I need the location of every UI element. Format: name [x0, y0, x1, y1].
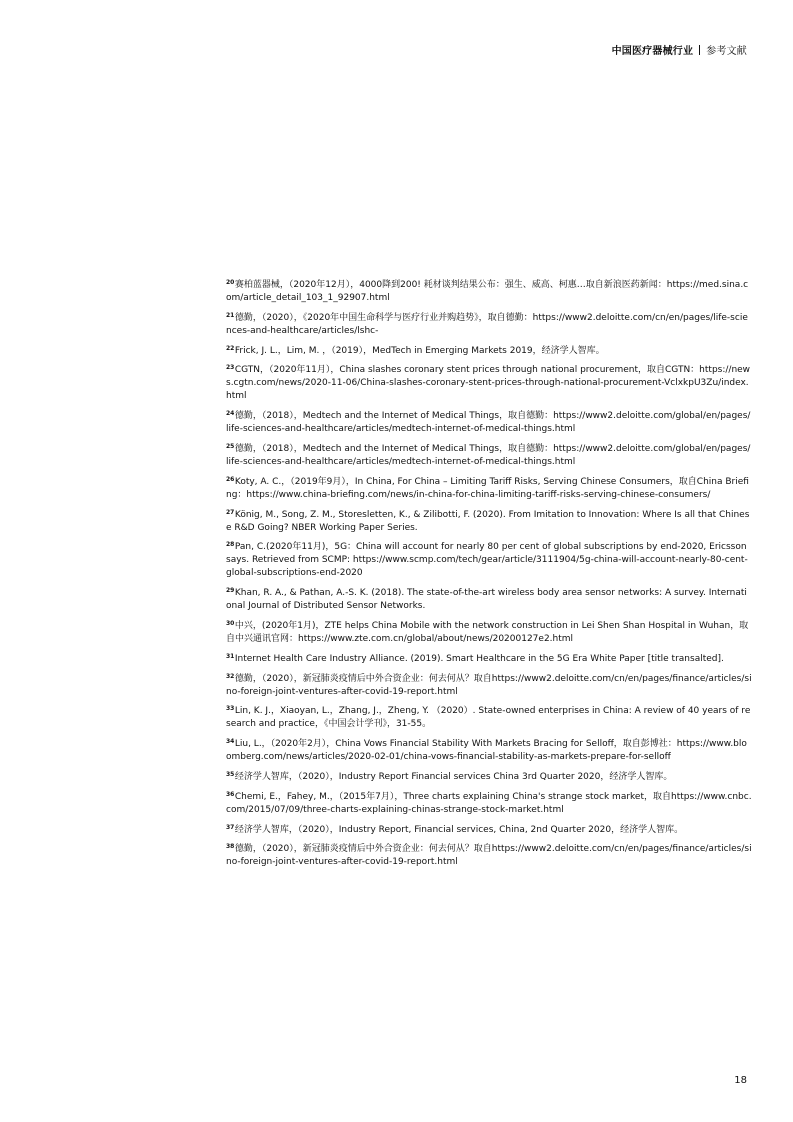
reference-text: 中兴，(2020年1月)，ZTE helps China Mobile with the network construction in Lei Shen Shan Hospital in Wuhan，取自中兴通讯官网：https://www.zte.com.cn/global/about/news/20200127e2.html: [226, 620, 749, 644]
reference-item: [226, 620, 752, 646]
footnote-number: 33: [226, 705, 235, 713]
footnote-number: 35: [226, 770, 235, 778]
footnote-number: 25: [226, 442, 235, 450]
reference-text: Internet Health Care Industry Alliance. (2019). Smart Healthcare in the 5G Era White Paper [title transalted].: [234, 653, 724, 664]
reference-list: [226, 279, 752, 876]
reference-item: [226, 410, 752, 436]
reference-item: [226, 541, 752, 580]
footnote-number: 28: [226, 541, 235, 549]
reference-text: Koty, A. C.，（2019年9月），In China, For China – Limiting Tariff Risks, Serving Chinese Consumers，取自China Briefing：https://www.china-briefing.com/news/in-china-for-china-limiting-tariff-risks-serving-chinese-consumers/: [226, 476, 749, 500]
reference-item: [226, 705, 752, 731]
footnote-number: 21: [226, 311, 235, 319]
reference-text: Frick, J. L.，Lim, M. ，（2019），MedTech in Emerging Markets 2019，经济学人智库。: [234, 345, 605, 356]
footnote-number: 27: [226, 508, 235, 516]
footnote-number: 20: [226, 279, 235, 286]
document-title: 中国医疗器械行业: [611, 46, 694, 57]
reference-text: Khan, R. A., & Pathan, A.-S. K. (2018). The state-of-the-art wireless body area sensor networks: A survey. International Journal of Distributed Sensor Networks.: [226, 588, 747, 612]
reference-text: 德勤，（2018），Medtech and the Internet of Medical Things，取自德勤：https://www2.deloitte.com/global/en/pages/life-sciences-and-healthcare/articles/medtech-internet-of-medical-things.html: [226, 443, 751, 467]
reference-item: [226, 791, 752, 817]
footnote-number: 36: [226, 790, 235, 798]
reference-text: 德勤，（2020），《2020年中国生命科学与医疗行业并购趋势》，取自德勤：https://www2.deloitte.com/cn/en/pages/life-sciences-and-healthcare/articles/lshc-: [226, 312, 748, 336]
footnote-number: 32: [226, 672, 235, 680]
reference-item: [226, 312, 752, 338]
reference-text: 经济学人智库，（2020），Industry Report Financial services China 3rd Quarter 2020，经济学人智库。: [234, 771, 673, 782]
reference-text: Lin, K. J.，Xiaoyan, L.，Zhang, J.，Zheng, Y. （2020）. State-owned enterprises in China: A review of 40 years of research and practice，《中国会计学刊》，31-55。: [226, 706, 751, 730]
reference-item: [226, 587, 752, 613]
header-divider: [699, 45, 700, 55]
reference-item: [226, 364, 752, 403]
page-number: 18: [734, 1075, 747, 1086]
footnote-number: 38: [226, 843, 235, 851]
reference-item: [226, 824, 752, 837]
footnote-number: 26: [226, 475, 235, 483]
reference-item: [226, 509, 752, 535]
reference-item: [226, 443, 752, 469]
reference-item: [226, 476, 752, 502]
footnote-number: 30: [226, 619, 235, 627]
reference-item: [226, 673, 752, 699]
reference-text: 赛柏蓝器械，（2020年12月），4000降到200! 耗材谈判结果公布：强生、威高、柯惠…取自新浪医药新闻：https://med.sina.com/article_detail_103_1_92907.html: [226, 280, 749, 303]
reference-text: CGTN，（2020年11月），China slashes coronary stent prices through national procurement，取自CGTN：https://news.cgtn.com/news/2020-11-06/China-slashes-coronary-stent-prices-through-national-procurement-VclxkpU3Zu/index.html: [226, 365, 751, 402]
page-header: [612, 42, 747, 57]
footnote-number: 34: [226, 738, 235, 746]
reference-item: [226, 279, 752, 305]
reference-item: [226, 738, 752, 764]
reference-item: [226, 345, 752, 358]
footnote-number: 29: [226, 587, 235, 595]
reference-text: 经济学人智库，（2020），Industry Report, Financial services, China, 2nd Quarter 2020，经济学人智库。: [234, 824, 684, 835]
reference-text: 德勤，（2020），新冠肺炎疫情后中外合资企业：何去何从？取自https://www2.deloitte.com/cn/en/pages/finance/articles/sino-foreign-joint-ventures-after-covid-19-report.html: [226, 673, 752, 697]
reference-item: [226, 653, 752, 666]
reference-text: Liu, L.，（2020年2月），China Vows Financial Stability With Markets Bracing for Selloff，取自彭博社：https://www.bloomberg.com/news/articles/2020-02-01/china-vows-financial-stability-as-markets-prepare-for-selloff: [226, 739, 747, 763]
reference-text: 德勤，（2020），新冠肺炎疫情后中外合资企业：何去何从？取自https://www2.deloitte.com/cn/en/pages/finance/articles/sino-foreign-joint-ventures-after-covid-19-report.html: [226, 844, 752, 868]
reference-text: König, M., Song, Z. M., Storesletten, K., & Zilibotti, F. (2020). From Imitation to Innovation: Where Is all that Chinese R&D Going? NBER Working Paper Series.: [226, 509, 750, 533]
reference-text: 德勤，（2018），Medtech and the Internet of Medical Things，取自德勤：https://www2.deloitte.com/global/en/pages/life-sciences-and-healthcare/articles/medtech-internet-of-medical-things.html: [226, 411, 751, 435]
footnote-number: 37: [226, 823, 235, 831]
footnote-number: 22: [226, 344, 235, 352]
footnote-number: 31: [226, 652, 235, 660]
section-title: 参考文献: [706, 46, 747, 57]
footnote-number: 23: [226, 364, 235, 372]
reference-item: [226, 843, 752, 869]
reference-text: Pan, C.(2020年11月)，5G：China will account for nearly 80 per cent of global subscriptions by end-2020, Ericsson says. Retrieved from SCMP: https://www.scmp.com/tech/gear/article/3111904/5g-china-will-account-nearly-80-cent-global-subscriptions-end-2020: [226, 542, 748, 579]
reference-text: Chemi, E.，Fahey, M.，（2015年7月），Three charts explaining China's strange stock market，取自https://www.cnbc.com/2015/07/09/three-charts-explaining-chinas-strange-stock-market.html: [226, 791, 752, 815]
footnote-number: 24: [226, 410, 235, 418]
reference-item: [226, 771, 752, 784]
